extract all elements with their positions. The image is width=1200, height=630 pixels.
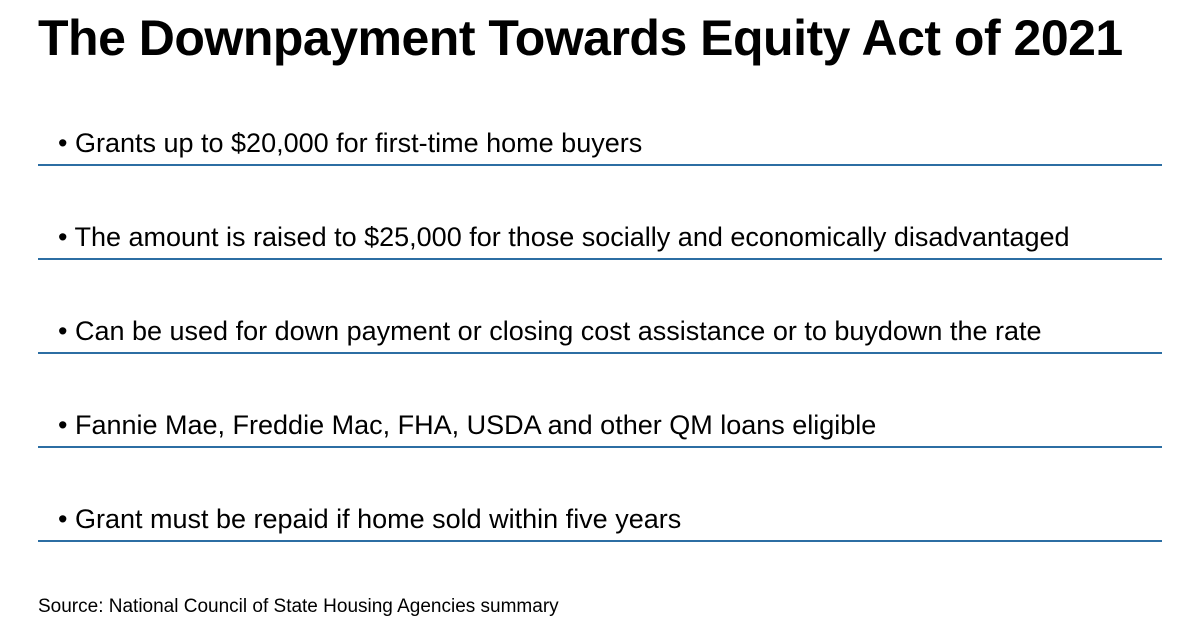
divider [38,352,1162,354]
bullet-list [38,118,1162,588]
list-item [38,494,1162,588]
list-item-text: • Grant must be repaid if home sold within five years [58,504,682,534]
source-note: Source: National Council of State Housing Agencies summary [38,596,559,617]
divider [38,258,1162,260]
list-item-text: • Can be used for down payment or closing cost assistance or to buydown the rate [58,316,1042,346]
divider [38,540,1162,542]
list-item-text: • The amount is raised to $25,000 for those socially and economically disadvantaged [58,222,1070,252]
page-title: The Downpayment Towards Equity Act of 2021 [38,10,1123,66]
list-item [38,118,1162,212]
divider [38,164,1162,166]
list-item-text: • Grants up to $20,000 for first-time home buyers [58,128,643,158]
divider [38,446,1162,448]
list-item [38,306,1162,400]
list-item [38,400,1162,494]
list-item-text: • Fannie Mae, Freddie Mac, FHA, USDA and other QM loans eligible [58,410,877,440]
list-item [38,212,1162,306]
